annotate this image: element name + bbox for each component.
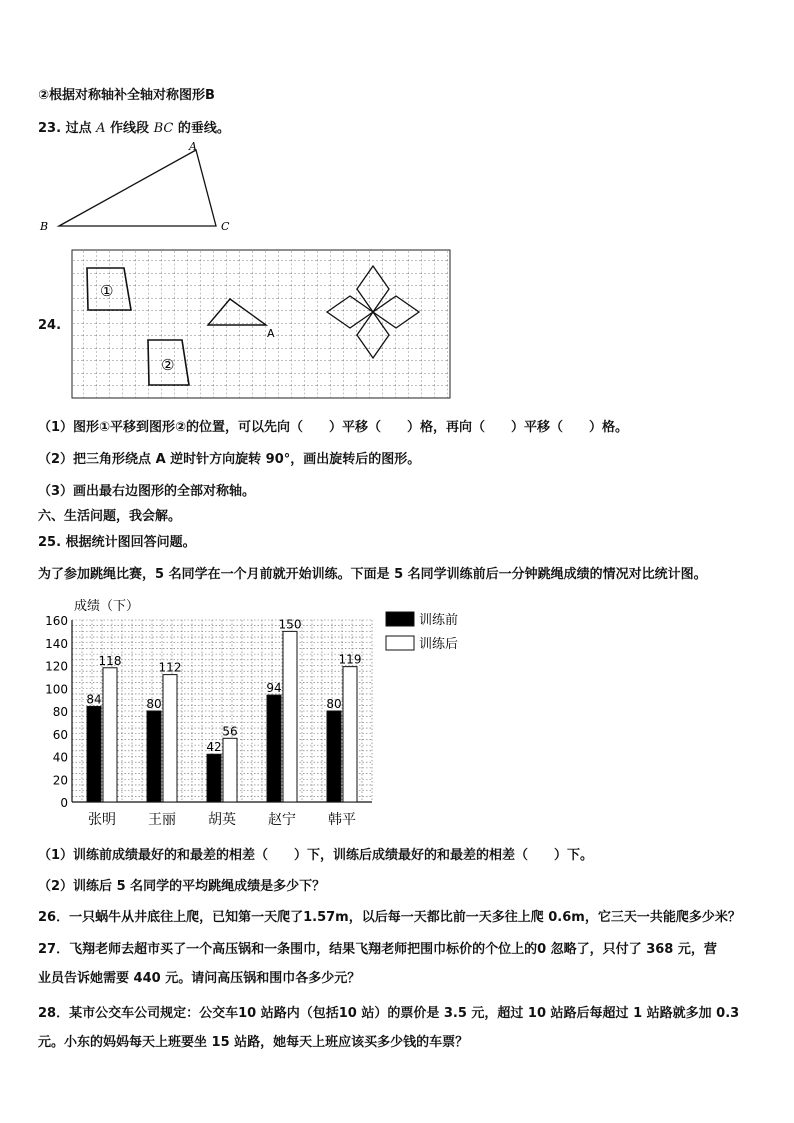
q28-line2: 元。小东的妈妈每天上班要坐 15 站路，她每天上班应该买多少钱的车票？ [38,1035,469,1050]
chart-bar [283,631,297,802]
chart-data-label: 112 [158,660,182,675]
chart-y-label: 成绩（下） [74,599,140,614]
q25-number: 25. [38,535,62,550]
chart-category-label: 赵宁 [268,812,296,828]
chart-bar [87,706,101,802]
chart-data-label: 42 [206,740,222,755]
chart-legend-swatch [386,612,414,626]
grid-background [72,250,450,398]
triangle-point-label: A [267,327,275,340]
q25-sub2: （2）训练后 5 名同学的平均跳绳成绩是多少下？ [38,879,326,894]
chart-bar [267,695,281,802]
chart-data-label: 80 [146,697,162,711]
chart-y-tick-label: 100 [45,682,68,697]
chart-bar [147,711,161,802]
q24-grid-figure [70,248,452,400]
chart-bar [343,667,357,802]
chart-bar [207,754,221,802]
chart-category-label: 胡英 [208,812,236,828]
chart-y-tick-label: 140 [45,636,68,651]
chart-data-label: 80 [326,697,342,711]
q25-bar-chart [30,590,500,830]
chart-data-label: 56 [222,724,238,739]
q23-text-mid: 作线段 [110,121,150,136]
label-b: B [40,220,49,233]
q26: 26．一只蜗牛从井底往上爬，已知第一天爬了1.57m，以后每一天都比前一天多往上爬 0.6m，它三天一共能爬多少米？ [38,910,741,925]
chart-legend-swatch [386,636,414,650]
q23-text-post: 的垂线。 [177,121,230,136]
section-6-heading: 六、生活问题，我会解。 [38,509,182,524]
q24-sub2: （2）把三角形绕点 A 逆时针方向旋转 90°，画出旋转后的图形。 [38,452,421,467]
q28-line1: 28．某市公交车公司规定：公交车10 站路内（包括10 站）的票价是 3.5 元，超过 10 站路后每超过 1 站路就多加 0.3 [38,1006,740,1021]
chart-data-label: 84 [86,692,102,707]
chart-y-tick-label: 120 [45,659,68,674]
chart-data-label: 119 [338,652,362,667]
chart-legend-label: 训练后 [419,637,459,652]
q23-number: 23. [38,121,62,136]
chart-bar [223,738,237,802]
chart-y-tick-label: 160 [45,614,68,628]
chart-bar [103,668,117,802]
q23-question [38,117,230,136]
q25-title [38,531,196,550]
q23-point: A [96,121,106,136]
chart-data-label: 94 [266,681,282,696]
triangle-abc [59,150,216,226]
q25-title-text: 根据统计图回答问题。 [65,535,196,550]
label-a: A [189,140,197,153]
chart-y-tick-label: 20 [52,773,68,788]
label-c: C [221,220,230,233]
chart-data-label: 118 [98,653,122,668]
chart-legend-label: 训练前 [419,613,459,628]
q24-sub1: （1）图形①平移到图形②的位置，可以先向（ ）平移（ ）格，再向（ ）平移（ ）格。 [38,420,629,435]
shape-1-label: ① [100,282,114,300]
q24-number: 24. [38,318,62,333]
chart-category-label: 张明 [88,812,116,828]
chart-y-tick-label: 40 [52,750,68,765]
q23-text-pre: 过点 [65,121,92,136]
q27-line2: 业员告诉她需要 440 元。请问高压锅和围巾各多少元？ [38,971,361,986]
chart-y-tick-label: 80 [52,705,68,719]
chart-category-label: 韩平 [328,812,356,828]
chart-y-tick-label: 0 [60,796,68,810]
q23-segment: BC [153,121,174,136]
chart-y-tick-label: 60 [52,727,68,742]
q27-line1: 27．飞翔老师去超市买了一个高压锅和一条围巾，结果飞翔老师把围巾标价的个位上的0 忽略了，只付了 368 元，营 [38,942,717,957]
q22-part2: ②根据对称轴补全轴对称图形B [38,88,215,103]
shape-2-label: ② [161,356,175,374]
chart-category-label: 王丽 [148,812,176,828]
chart-bar [163,675,177,802]
chart-data-label: 150 [278,617,302,632]
q23-triangle-figure [36,138,256,238]
q25-intro: 为了参加跳绳比赛，5 名同学在一个月前就开始训练。下面是 5 名同学训练前后一分钟跳绳成绩的情况对比统计图。 [38,567,707,582]
chart-bar [327,711,341,802]
q25-sub1: （1）训练前成绩最好的和最差的相差（ ）下，训练后成绩最好的和最差的相差（ ）下。 [38,848,594,863]
q24-sub3: （3）画出最右边图形的全部对称轴。 [38,484,256,499]
